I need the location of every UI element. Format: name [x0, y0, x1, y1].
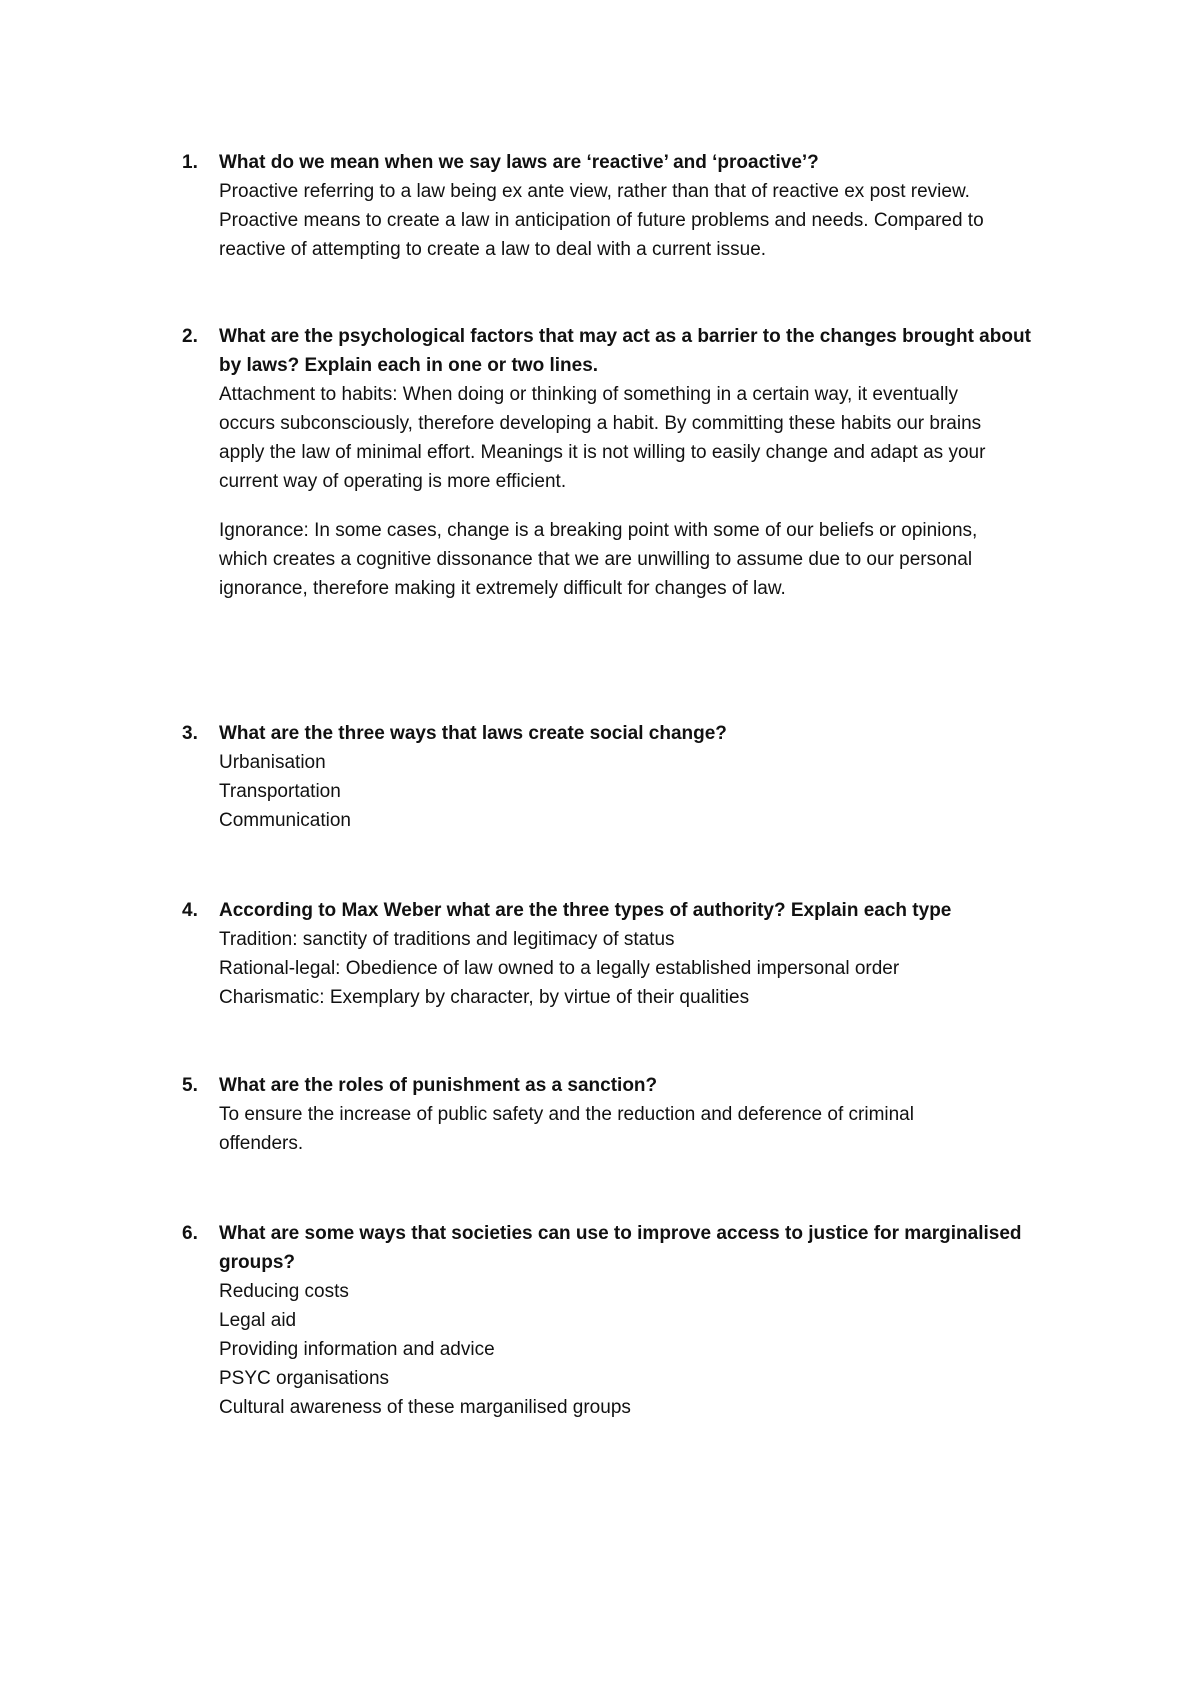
- answer-line: Proactive means to create a law in anticipation of future problems and needs. Compared to: [219, 210, 984, 231]
- qa-item-1: [182, 148, 1062, 264]
- paragraph-gap: [219, 496, 1062, 516]
- question-text: [219, 322, 1062, 380]
- question-text: [219, 148, 1062, 177]
- question-line: What are the psychological factors that may act as a barrier to the changes brought about: [219, 326, 1031, 347]
- qa-body: [219, 148, 1062, 264]
- question-text: [219, 896, 1062, 925]
- answer-line: apply the law of minimal effort. Meanings it is not willing to easily change and adapt as your: [219, 442, 986, 463]
- answer-line: Legal aid: [219, 1310, 297, 1331]
- answer-line: Ignorance: In some cases, change is a breaking point with some of our beliefs or opinions,: [219, 520, 978, 541]
- answer-line: Cultural awareness of these marganilised groups: [219, 1397, 631, 1418]
- question-line: by laws? Explain each in one or two lines.: [219, 355, 599, 376]
- answer-line: Providing information and advice: [219, 1339, 495, 1360]
- question-line: According to Max Weber what are the three types of authority? Explain each type: [219, 900, 952, 921]
- qa-item-6: [182, 1219, 1062, 1422]
- qa-body: [219, 719, 1062, 835]
- answer-line: To ensure the increase of public safety and the reduction and deference of criminal: [219, 1104, 914, 1125]
- answer-line: PSYC organisations: [219, 1368, 390, 1389]
- question-number: 1.: [182, 152, 198, 173]
- answer-line: Transportation: [219, 781, 341, 802]
- answer-line: Rational-legal: Obedience of law owned to a legally established impersonal order: [219, 958, 900, 979]
- question-text: [219, 1071, 1062, 1100]
- qa-body: [219, 1219, 1062, 1422]
- question-line: What are the roles of punishment as a sanction?: [219, 1075, 658, 1096]
- answer-line: Charismatic: Exemplary by character, by virtue of their qualities: [219, 987, 750, 1008]
- question-line: What are the three ways that laws create social change?: [219, 723, 727, 744]
- answer-text: [219, 748, 1062, 835]
- qa-item-4: [182, 896, 1062, 1012]
- qa-body: [219, 1071, 1062, 1158]
- answer-line: reactive of attempting to create a law to deal with a current issue.: [219, 239, 767, 260]
- answer-line: which creates a cognitive dissonance that we are unwilling to assume due to our personal: [219, 549, 973, 570]
- question-line: What are some ways that societies can use to improve access to justice for marginalised: [219, 1223, 1022, 1244]
- answer-line: Proactive referring to a law being ex ante view, rather than that of reactive ex post review.: [219, 181, 970, 202]
- question-text: [219, 719, 1062, 748]
- answer-text: [219, 1100, 1062, 1158]
- answer-text: [219, 1277, 1062, 1422]
- answer-line: Tradition: sanctity of traditions and legitimacy of status: [219, 929, 675, 950]
- question-line: What do we mean when we say laws are ‘reactive’ and ‘proactive’?: [219, 152, 819, 173]
- question-number: 6.: [182, 1223, 198, 1244]
- question-number: 3.: [182, 723, 198, 744]
- qa-body: [219, 896, 1062, 1012]
- answer-line: Attachment to habits: When doing or thinking of something in a certain way, it eventually: [219, 384, 958, 405]
- answer-text: [219, 380, 1062, 603]
- qa-body: [219, 322, 1062, 603]
- answer-line: occurs subconsciously, therefore developing a habit. By committing these habits our brains: [219, 413, 982, 434]
- qa-item-5: [182, 1071, 1062, 1158]
- answer-text: [219, 177, 1062, 264]
- answer-line: Communication: [219, 810, 351, 831]
- question-text: [219, 1219, 1062, 1277]
- answer-line: offenders.: [219, 1133, 304, 1154]
- qa-item-2: [182, 322, 1062, 603]
- question-number: 2.: [182, 326, 198, 347]
- answer-line: ignorance, therefore making it extremely difficult for changes of law.: [219, 578, 786, 599]
- answer-line: Reducing costs: [219, 1281, 349, 1302]
- question-number: 5.: [182, 1075, 198, 1096]
- question-number: 4.: [182, 900, 198, 921]
- answer-line: current way of operating is more efficient.: [219, 471, 567, 492]
- answer-text: [219, 925, 1062, 1012]
- qa-item-3: [182, 719, 1062, 835]
- answer-line: Urbanisation: [219, 752, 326, 773]
- question-line: groups?: [219, 1252, 295, 1273]
